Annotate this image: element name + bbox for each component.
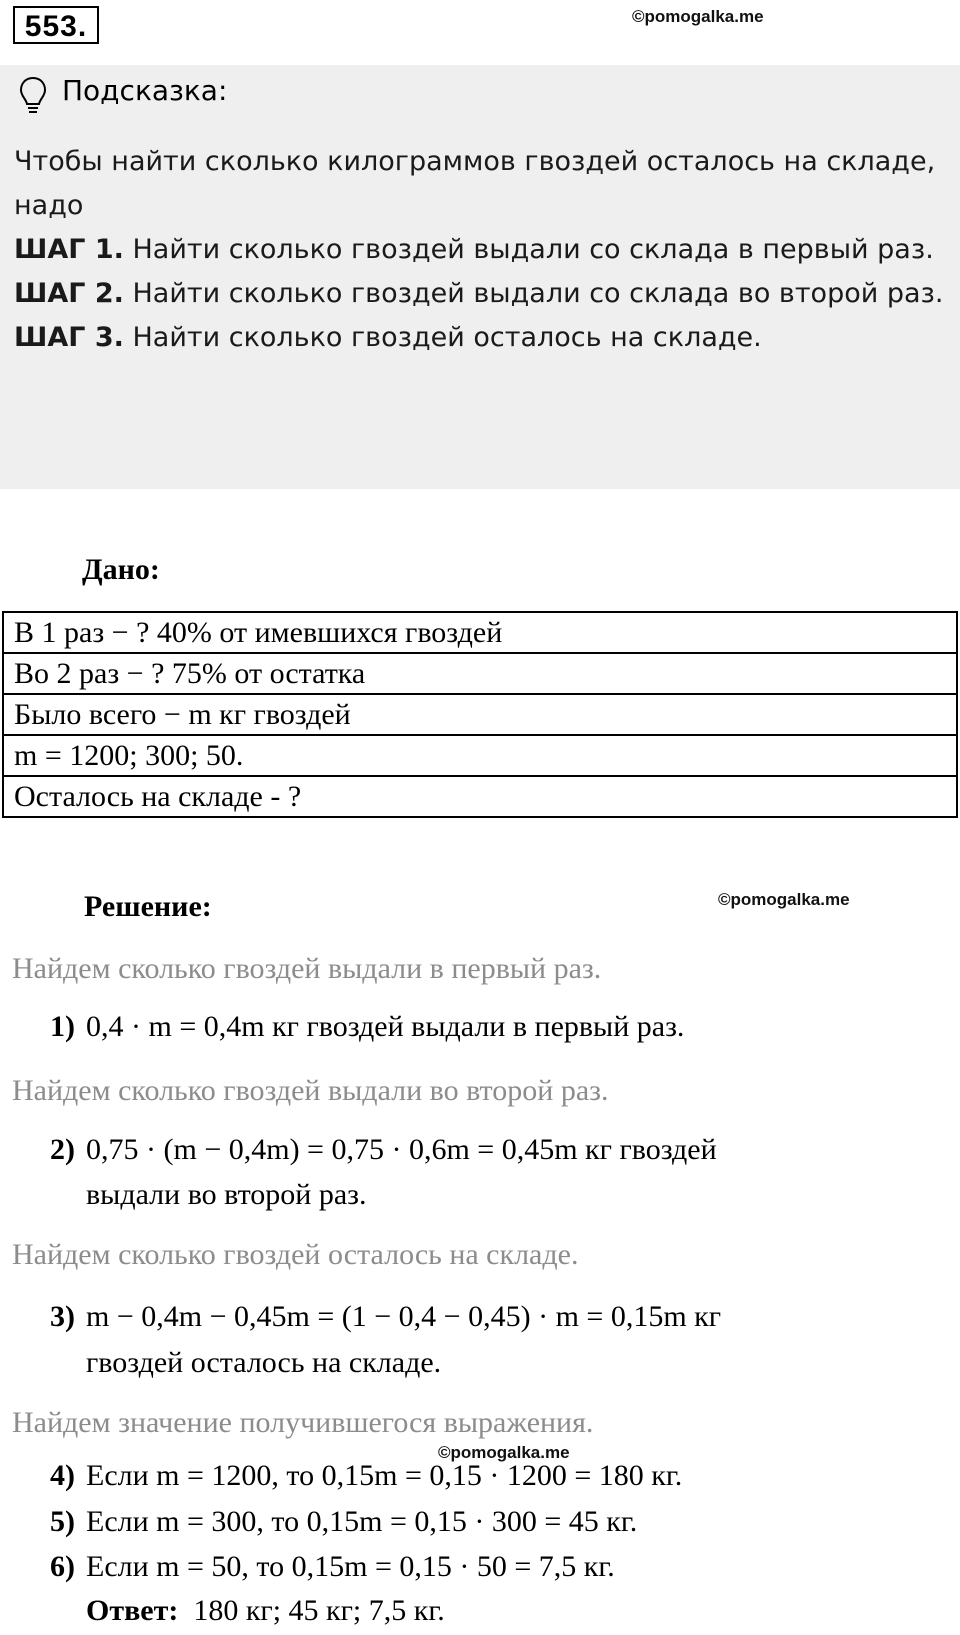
lightbulb-icon xyxy=(18,76,48,116)
solution-comment: Найдем сколько гвоздей выдали во второй раз. xyxy=(12,1074,609,1107)
solution-step-continuation: гвоздей осталось на складе. xyxy=(86,1346,442,1379)
hint-title: Подсказка: xyxy=(62,74,228,107)
solution-comment: Найдем сколько гвоздей выдали в первый раз. xyxy=(12,952,602,985)
hint-step: ШАГ 3. Найти сколько гвоздей осталось на складе. xyxy=(14,322,762,353)
answer xyxy=(86,1594,445,1628)
solution-step: 2) 0,75 · (m − 0,4m) = 0,75 · 0,6m = 0,45m кг гвоздей xyxy=(50,1133,717,1166)
hint-intro: Чтобы найти сколько килограммов гвоздей осталось на складе, надо xyxy=(14,146,936,221)
table-row: В 1 раз − ? 40% от имевшихся гвоздей xyxy=(3,612,957,653)
solution-step-continuation: выдали во второй раз. xyxy=(86,1178,367,1211)
given-title: Дано: xyxy=(82,553,160,586)
solution-step: 5) Если m = 300, то 0,15m = 0,15 · 300 = 45 кг. xyxy=(50,1505,638,1538)
table-row: Осталось на складе - ? xyxy=(3,776,957,817)
solution-step: 1) 0,4 · m = 0,4m кг гвоздей выдали в первый раз. xyxy=(50,1010,685,1043)
table-row: Во 2 раз − ? 75% от остатка xyxy=(3,653,957,694)
solution-comment: Найдем сколько гвоздей осталось на складе. xyxy=(12,1238,579,1271)
solution-step: 6) Если m = 50, то 0,15m = 0,15 · 50 = 7,5 кг. xyxy=(50,1550,615,1583)
watermark: ©pomogalka.me xyxy=(718,890,850,909)
solution-step: 3) m − 0,4m − 0,45m = (1 − 0,4 − 0,45) · m = 0,15m кг xyxy=(50,1300,722,1333)
watermark: ©pomogalka.me xyxy=(438,1443,570,1462)
table-row: m = 1200; 300; 50. xyxy=(3,735,957,776)
solution-comment: Найдем значение получившегося выражения. xyxy=(12,1406,594,1439)
hint-step: ШАГ 1. Найти сколько гвоздей выдали со склада в первый раз. xyxy=(14,234,934,265)
solution-title: Решение: xyxy=(84,890,212,923)
table-row: Было всего − m кг гвоздей xyxy=(3,694,957,735)
watermark: ©pomogalka.me xyxy=(632,7,764,26)
hint-text xyxy=(14,140,944,360)
hint-step: ШАГ 2. Найти сколько гвоздей выдали со склада во второй раз. xyxy=(14,278,944,309)
answer-text: 180 кг; 45 кг; 7,5 кг. xyxy=(193,1594,445,1627)
given-table xyxy=(2,611,958,818)
problem-number: 553. xyxy=(13,6,99,44)
solution-step: 4) Если m = 1200, то 0,15m = 0,15 · 1200 = 180 кг. xyxy=(50,1459,683,1492)
answer-label: Ответ: xyxy=(86,1594,179,1627)
